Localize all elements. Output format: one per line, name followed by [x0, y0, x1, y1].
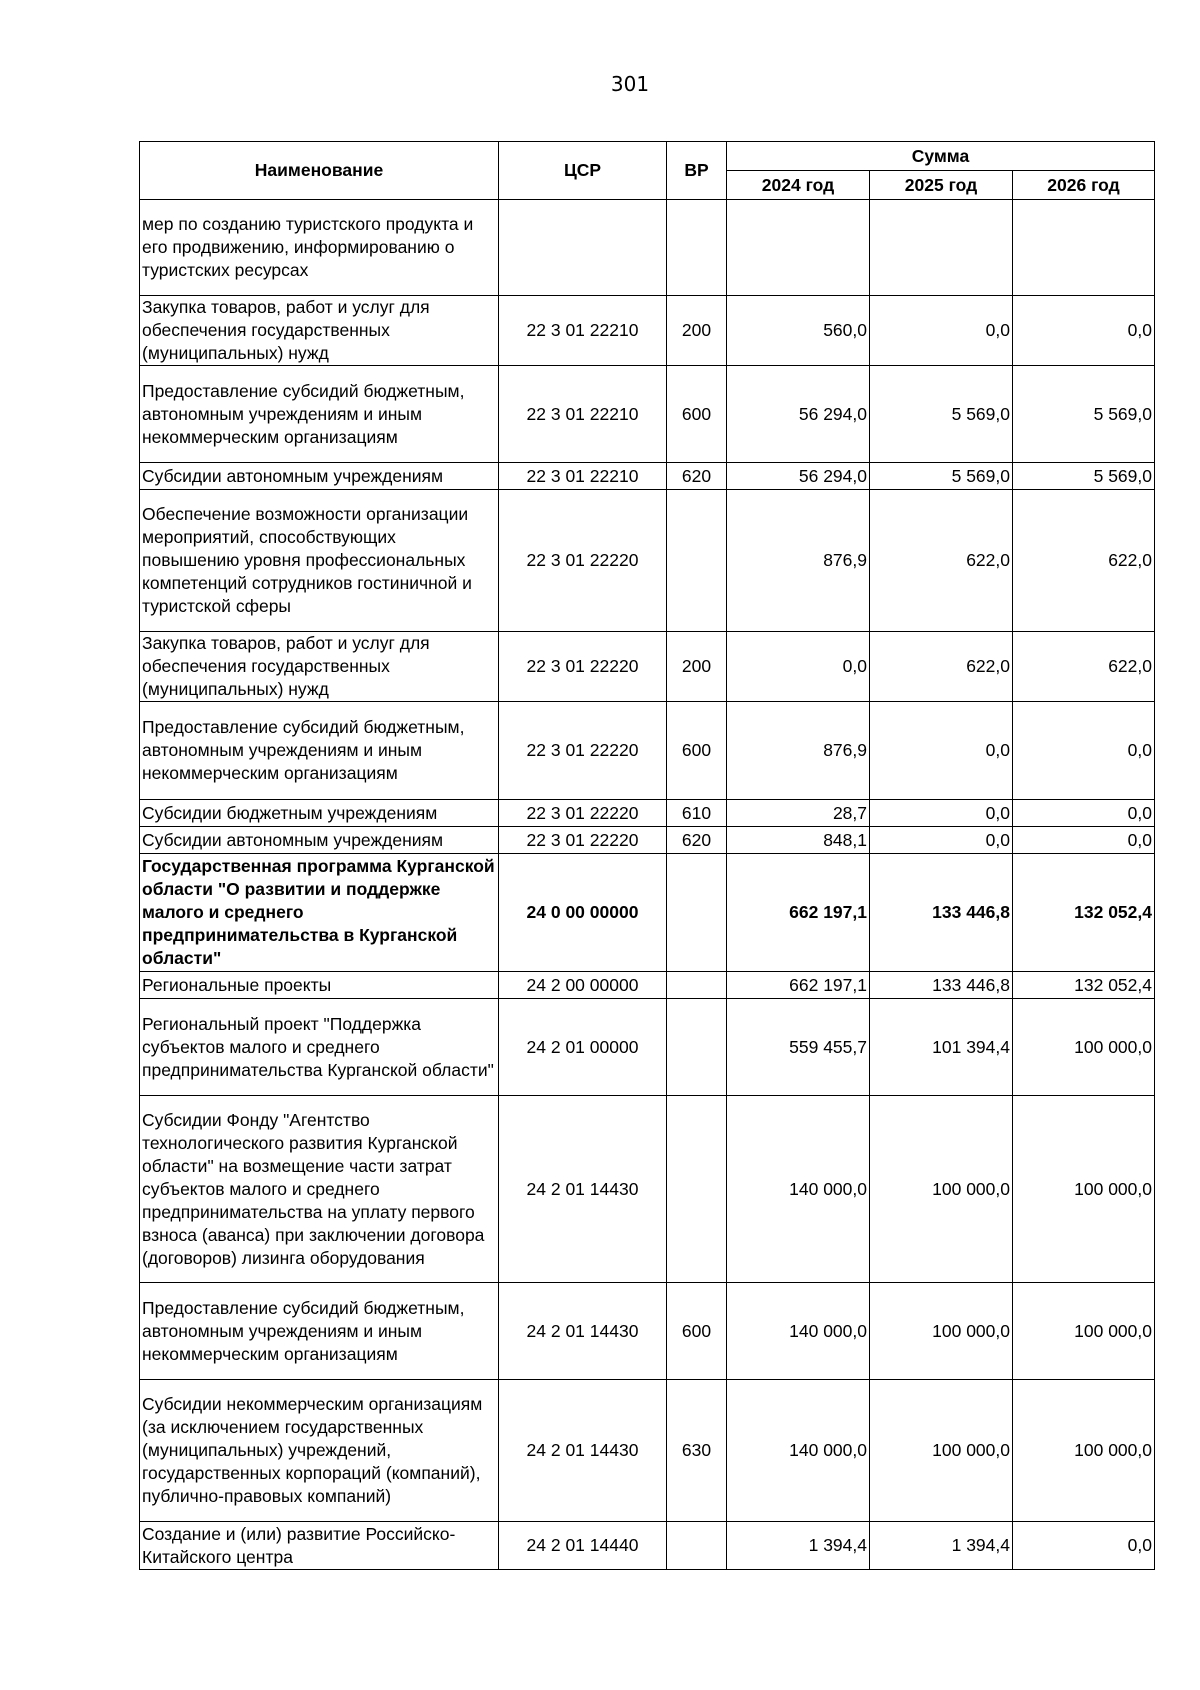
cell-name: Субсидии бюджетным учреждениям	[140, 800, 499, 827]
cell-name: Региональный проект "Поддержка субъектов малого и среднего предпринимательства Курганской области"	[140, 999, 499, 1096]
table-row	[140, 200, 1155, 296]
table-row	[140, 702, 1155, 800]
cell-2024: 28,7	[727, 800, 870, 827]
cell-vr: 600	[667, 366, 727, 463]
cell-2026: 0,0	[1013, 800, 1155, 827]
cell-name: Субсидии автономным учреждениям	[140, 827, 499, 854]
cell-2024: 662 197,1	[727, 972, 870, 999]
cell-name: Предоставление субсидий бюджетным, автономным учреждениям и иным некоммерческим организациям	[140, 366, 499, 463]
cell-name: Региональные проекты	[140, 972, 499, 999]
cell-vr	[667, 1096, 727, 1283]
cell-vr	[667, 854, 727, 972]
cell-2024: 56 294,0	[727, 463, 870, 490]
header-year-2024: 2024 год	[727, 171, 870, 200]
cell-vr	[667, 972, 727, 999]
cell-2026: 0,0	[1013, 296, 1155, 366]
cell-2026: 132 052,4	[1013, 972, 1155, 999]
cell-csr: 22 3 01 22220	[499, 702, 667, 800]
cell-2026: 5 569,0	[1013, 463, 1155, 490]
cell-csr: 22 3 01 22220	[499, 800, 667, 827]
cell-name: Субсидии автономным учреждениям	[140, 463, 499, 490]
cell-2024: 140 000,0	[727, 1283, 870, 1380]
table-row	[140, 1283, 1155, 1380]
cell-2026: 100 000,0	[1013, 1096, 1155, 1283]
cell-2024: 876,9	[727, 702, 870, 800]
cell-2024	[727, 200, 870, 296]
cell-2025	[870, 200, 1013, 296]
cell-2024: 662 197,1	[727, 854, 870, 972]
table-row	[140, 827, 1155, 854]
cell-2025: 133 446,8	[870, 854, 1013, 972]
cell-2026	[1013, 200, 1155, 296]
table-row	[140, 972, 1155, 999]
table-row	[140, 296, 1155, 366]
cell-2024: 140 000,0	[727, 1096, 870, 1283]
cell-2024: 559 455,7	[727, 999, 870, 1096]
cell-vr: 600	[667, 702, 727, 800]
cell-2025: 1 394,4	[870, 1522, 1013, 1570]
cell-csr: 24 2 01 14430	[499, 1096, 667, 1283]
cell-name: Субсидии некоммерческим организациям (за исключением государственных (муниципальных) учреждений, государственных корпораций (компаний), публично-правовых компаний)	[140, 1380, 499, 1522]
cell-2024: 848,1	[727, 827, 870, 854]
cell-2025: 622,0	[870, 632, 1013, 702]
cell-csr: 24 0 00 00000	[499, 854, 667, 972]
cell-csr: 24 2 01 14430	[499, 1380, 667, 1522]
cell-2025: 0,0	[870, 800, 1013, 827]
cell-2025: 100 000,0	[870, 1283, 1013, 1380]
cell-csr: 24 2 00 00000	[499, 972, 667, 999]
cell-2025: 0,0	[870, 827, 1013, 854]
table-row	[140, 800, 1155, 827]
cell-name: мер по созданию туристского продукта и его продвижению, информированию о туристских ресурсах	[140, 200, 499, 296]
cell-2026: 0,0	[1013, 1522, 1155, 1570]
cell-2026: 100 000,0	[1013, 1380, 1155, 1522]
cell-2026: 132 052,4	[1013, 854, 1155, 972]
table-row	[140, 1380, 1155, 1522]
budget-table	[139, 141, 1155, 1570]
cell-csr: 24 2 01 14440	[499, 1522, 667, 1570]
cell-2026: 622,0	[1013, 490, 1155, 632]
cell-2025: 133 446,8	[870, 972, 1013, 999]
header-name: Наименование	[140, 142, 499, 200]
cell-vr	[667, 1522, 727, 1570]
cell-vr: 610	[667, 800, 727, 827]
cell-name: Обеспечение возможности организации мероприятий, способствующих повышению уровня профессиональных компетенций сотрудников гостиничной и туристской сферы	[140, 490, 499, 632]
cell-2025: 5 569,0	[870, 366, 1013, 463]
cell-2026: 0,0	[1013, 827, 1155, 854]
cell-csr: 24 2 01 14430	[499, 1283, 667, 1380]
cell-2024: 876,9	[727, 490, 870, 632]
cell-2024: 140 000,0	[727, 1380, 870, 1522]
cell-2026: 100 000,0	[1013, 1283, 1155, 1380]
cell-2024: 560,0	[727, 296, 870, 366]
cell-csr: 22 3 01 22220	[499, 632, 667, 702]
cell-csr: 24 2 01 00000	[499, 999, 667, 1096]
cell-vr: 600	[667, 1283, 727, 1380]
table-row	[140, 999, 1155, 1096]
table-row	[140, 1522, 1155, 1570]
cell-2024: 1 394,4	[727, 1522, 870, 1570]
cell-name: Закупка товаров, работ и услуг для обеспечения государственных (муниципальных) нужд	[140, 632, 499, 702]
header-sum: Сумма	[727, 142, 1155, 171]
cell-2025: 101 394,4	[870, 999, 1013, 1096]
cell-csr: 22 3 01 22210	[499, 366, 667, 463]
cell-vr	[667, 999, 727, 1096]
cell-2025: 100 000,0	[870, 1096, 1013, 1283]
cell-name: Предоставление субсидий бюджетным, автономным учреждениям и иным некоммерческим организациям	[140, 1283, 499, 1380]
table-row	[140, 366, 1155, 463]
table-row	[140, 463, 1155, 490]
cell-name: Закупка товаров, работ и услуг для обеспечения государственных (муниципальных) нужд	[140, 296, 499, 366]
cell-vr: 630	[667, 1380, 727, 1522]
cell-2025: 622,0	[870, 490, 1013, 632]
cell-2025: 0,0	[870, 702, 1013, 800]
cell-2026: 5 569,0	[1013, 366, 1155, 463]
cell-name: Предоставление субсидий бюджетным, автономным учреждениям и иным некоммерческим организациям	[140, 702, 499, 800]
header-year-2025: 2025 год	[870, 171, 1013, 200]
cell-vr	[667, 490, 727, 632]
table-row	[140, 490, 1155, 632]
cell-2024: 56 294,0	[727, 366, 870, 463]
cell-2026: 622,0	[1013, 632, 1155, 702]
cell-2026: 0,0	[1013, 702, 1155, 800]
cell-name: Субсидии Фонду "Агентство технологического развития Курганской области" на возмещение части затрат субъектов малого и среднего предпринимательства на уплату первого взноса (аванса) при заключении договора (договоров) лизинга оборудования	[140, 1096, 499, 1283]
cell-csr	[499, 200, 667, 296]
cell-vr: 620	[667, 827, 727, 854]
cell-vr: 200	[667, 296, 727, 366]
cell-vr: 200	[667, 632, 727, 702]
cell-2025: 5 569,0	[870, 463, 1013, 490]
table-header	[140, 142, 1155, 200]
table-row	[140, 854, 1155, 972]
table-row	[140, 1096, 1155, 1283]
page-number: 301	[610, 72, 650, 96]
table-row	[140, 632, 1155, 702]
cell-2025: 0,0	[870, 296, 1013, 366]
table-body	[140, 200, 1155, 1570]
cell-csr: 22 3 01 22210	[499, 463, 667, 490]
cell-2024: 0,0	[727, 632, 870, 702]
cell-name: Создание и (или) развитие Российско-Китайского центра	[140, 1522, 499, 1570]
cell-vr	[667, 200, 727, 296]
cell-2025: 100 000,0	[870, 1380, 1013, 1522]
cell-csr: 22 3 01 22220	[499, 827, 667, 854]
cell-2026: 100 000,0	[1013, 999, 1155, 1096]
header-year-2026: 2026 год	[1013, 171, 1155, 200]
header-csr: ЦСР	[499, 142, 667, 200]
cell-csr: 22 3 01 22210	[499, 296, 667, 366]
cell-name: Государственная программа Курганской области "О развитии и поддержке малого и среднего предпринимательства в Курганской области"	[140, 854, 499, 972]
cell-csr: 22 3 01 22220	[499, 490, 667, 632]
header-vr: ВР	[667, 142, 727, 200]
cell-vr: 620	[667, 463, 727, 490]
